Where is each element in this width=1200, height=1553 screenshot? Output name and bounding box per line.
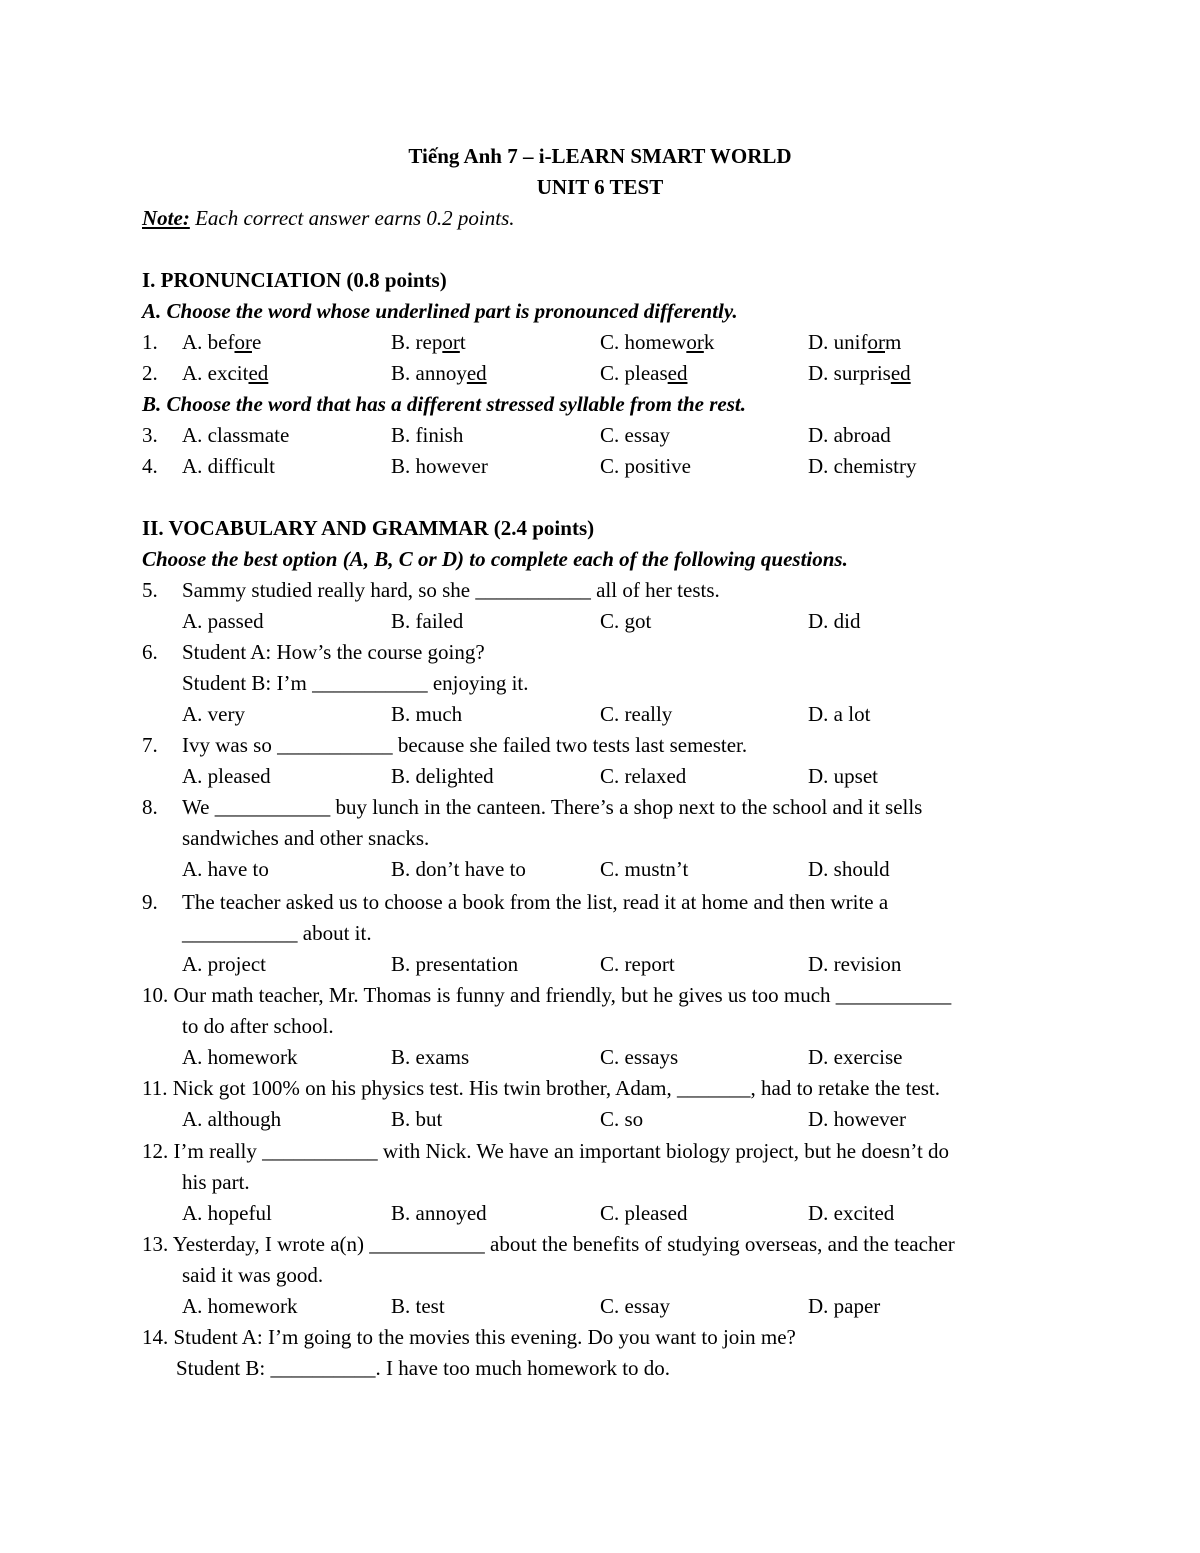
question-text: ___________ about it. bbox=[182, 921, 372, 945]
option-b: B. don’t have to bbox=[391, 857, 526, 881]
question-number: 4. bbox=[142, 454, 158, 478]
note-text: Each correct answer earns 0.2 points. bbox=[189, 206, 515, 230]
option-d: D. however bbox=[808, 1107, 906, 1131]
question-number: 2. bbox=[142, 361, 158, 385]
option-d: D. abroad bbox=[808, 423, 891, 447]
question-14: 14. Student A: I’m going to the movies this evening. Do you want to join me? bbox=[142, 1325, 796, 1349]
option-c: C. essays bbox=[600, 1045, 679, 1069]
option-a: A. homework bbox=[182, 1045, 298, 1069]
question-text: Ivy was so ___________ because she failed two tests last semester. bbox=[182, 733, 748, 757]
option-a: A. classmate bbox=[182, 423, 290, 447]
option-d: D. exercise bbox=[808, 1045, 903, 1069]
question-number: 7. bbox=[142, 733, 158, 757]
option-c: C. pleased bbox=[600, 1201, 688, 1225]
question-13: 13. Yesterday, I wrote a(n) ___________ about the benefits of studying overseas, and the teacher bbox=[142, 1232, 955, 1256]
option-c: C. essay bbox=[600, 423, 670, 447]
option-b: B. finish bbox=[391, 423, 464, 447]
question-text: sandwiches and other snacks. bbox=[182, 826, 430, 850]
option-d: D. a lot bbox=[808, 702, 871, 726]
option-b: B. but bbox=[391, 1107, 443, 1131]
question-text: Sammy studied really hard, so she ___________ all of her tests. bbox=[182, 578, 720, 602]
note bbox=[142, 203, 515, 234]
option-d: D. excited bbox=[808, 1201, 895, 1225]
option-b: B. test bbox=[391, 1294, 445, 1318]
option-a: A. have to bbox=[182, 857, 269, 881]
question-number: 5. bbox=[142, 578, 158, 602]
option-d: D. did bbox=[808, 609, 861, 633]
option-a: A. pleased bbox=[182, 764, 271, 788]
option-d: D. surprised bbox=[808, 361, 911, 385]
option-b: B. annoyed bbox=[391, 361, 487, 385]
question-text: Student B: I’m ___________ enjoying it. bbox=[182, 671, 529, 695]
option-c: C. got bbox=[600, 609, 652, 633]
option-b: B. exams bbox=[391, 1045, 470, 1069]
option-a: A. excited bbox=[182, 361, 269, 385]
instruction-part-a: A. Choose the word whose underlined part is pronounced differently. bbox=[142, 299, 738, 323]
option-c: C. really bbox=[600, 702, 673, 726]
option-c: C. positive bbox=[600, 454, 692, 478]
option-d: D. uniform bbox=[808, 330, 902, 354]
section-pronunciation-title: I. PRONUNCIATION (0.8 points) bbox=[142, 268, 447, 292]
option-d: D. upset bbox=[808, 764, 878, 788]
option-b: B. presentation bbox=[391, 952, 519, 976]
instruction-part-b: B. Choose the word that has a different stressed syllable from the rest. bbox=[142, 392, 746, 416]
question-number: 8. bbox=[142, 795, 158, 819]
question-text: said it was good. bbox=[182, 1263, 324, 1287]
question-text: We ___________ buy lunch in the canteen. There’s a shop next to the school and it sells bbox=[182, 795, 923, 819]
option-b: B. however bbox=[391, 454, 488, 478]
option-d: D. paper bbox=[808, 1294, 881, 1318]
note-label: Note: bbox=[142, 206, 190, 230]
option-c: C. essay bbox=[600, 1294, 670, 1318]
option-c: C. report bbox=[600, 952, 675, 976]
page-title: Tiếng Anh 7 – i-LEARN SMART WORLD bbox=[408, 144, 792, 168]
page-subtitle: UNIT 6 TEST bbox=[536, 175, 664, 199]
option-a: A. hopeful bbox=[182, 1201, 272, 1225]
question-12: 12. I’m really ___________ with Nick. We have an important biology project, but he doesn’t do bbox=[142, 1139, 950, 1163]
question-number: 6. bbox=[142, 640, 158, 664]
option-a: A. very bbox=[182, 702, 245, 726]
option-a: A. homework bbox=[182, 1294, 298, 1318]
option-a: A. project bbox=[182, 952, 266, 976]
option-c: C. homework bbox=[600, 330, 715, 354]
option-a: A. before bbox=[182, 330, 262, 354]
question-14-line-2: Student B: __________. I have too much homework to do. bbox=[176, 1356, 671, 1380]
option-d: D. chemistry bbox=[808, 454, 917, 478]
option-b: B. much bbox=[391, 702, 463, 726]
option-b: B. failed bbox=[391, 609, 464, 633]
option-d: D. should bbox=[808, 857, 890, 881]
option-b: B. report bbox=[391, 330, 466, 354]
option-d: D. revision bbox=[808, 952, 902, 976]
question-text: his part. bbox=[182, 1170, 250, 1194]
question-text: The teacher asked us to choose a book from the list, read it at home and then write a bbox=[182, 890, 889, 914]
section-vocabulary-title: II. VOCABULARY AND GRAMMAR (2.4 points) bbox=[142, 516, 595, 540]
option-c: C. mustn’t bbox=[600, 857, 689, 881]
option-a: A. passed bbox=[182, 609, 264, 633]
question-11: 11. Nick got 100% on his physics test. His twin brother, Adam, _______, had to retake the test. bbox=[142, 1076, 941, 1100]
question-text: Student A: How’s the course going? bbox=[182, 640, 485, 664]
option-a: A. although bbox=[182, 1107, 282, 1131]
question-text: to do after school. bbox=[182, 1014, 334, 1038]
question-10: 10. Our math teacher, Mr. Thomas is funny and friendly, but he gives us too much ___________ bbox=[142, 983, 952, 1007]
instruction-vocabulary: Choose the best option (A, B, C or D) to complete each of the following questions. bbox=[142, 547, 848, 571]
option-c: C. so bbox=[600, 1107, 644, 1131]
option-b: B. annoyed bbox=[391, 1201, 487, 1225]
option-a: A. difficult bbox=[182, 454, 275, 478]
question-number: 9. bbox=[142, 890, 158, 914]
option-b: B. delighted bbox=[391, 764, 494, 788]
question-number: 3. bbox=[142, 423, 158, 447]
option-c: C. relaxed bbox=[600, 764, 687, 788]
question-number: 1. bbox=[142, 330, 158, 354]
option-c: C. pleased bbox=[600, 361, 688, 385]
